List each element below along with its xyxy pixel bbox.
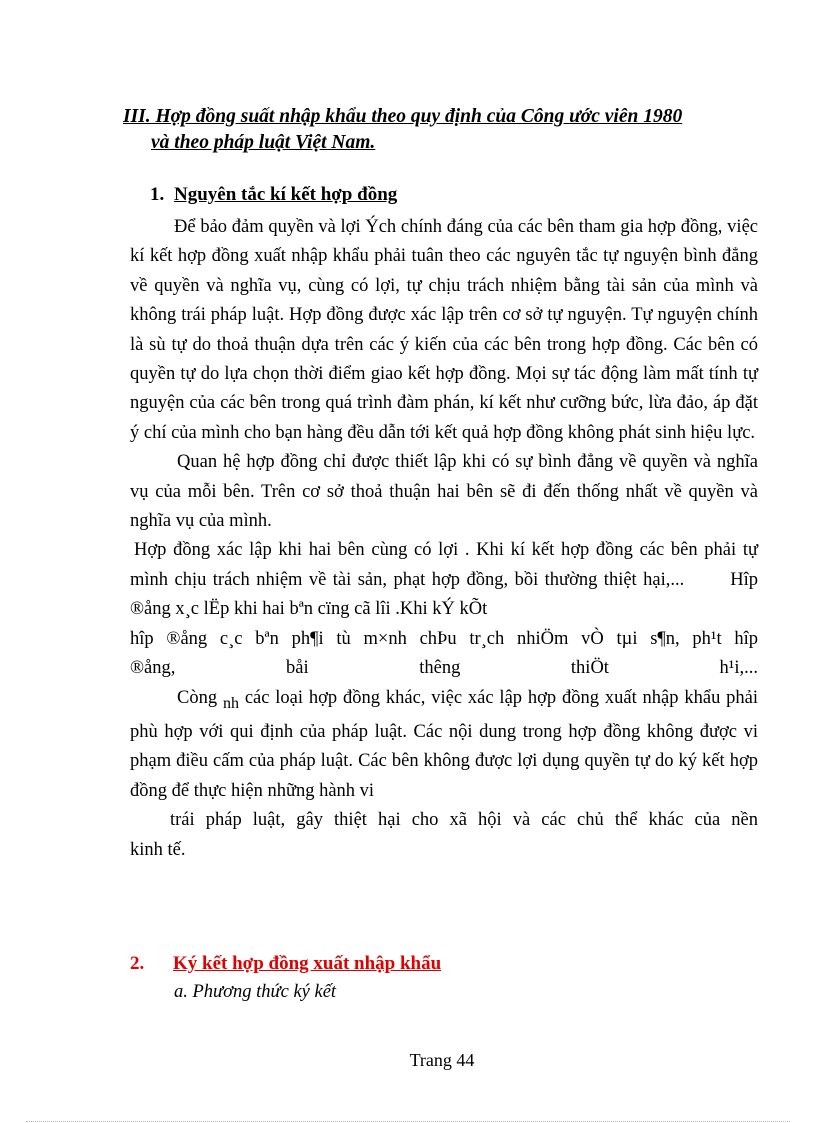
paragraph-2: Quan hệ hợp đồng chỉ được thiết lập khi có sự bình đẳng về quyền và nghĩa vụ của mỗi bên. Trên cơ sở thoả thuận hai bên sẽ đi đến thống nhất về quyền và nghĩa vụ của mình. [130, 452, 758, 532]
paragraph-3 [130, 536, 758, 624]
paragraph-3-garbled-c: ®ång, båi thêng thiÖt h¹i,... [130, 658, 758, 679]
heading-1-text: Nguyên tắc kí kết hợp đồng [174, 184, 398, 205]
paragraph-4-start: Còng [177, 687, 218, 708]
paragraph-4 [130, 684, 758, 807]
heading-1-number: 1. [150, 184, 165, 205]
heading-2-number: 2. [130, 953, 145, 974]
heading-2 [130, 953, 441, 975]
paragraph-3-garbled-b: hîp ®ång c¸c bªn ph¶i tù m×nh chÞu tr¸ch nhiÖm vÒ tµi s¶n, ph¹t hîp [130, 628, 758, 649]
section-title-line1: III. Hợp đồng suất nhập khẩu theo quy định của Công ước viên 1980 [123, 106, 683, 127]
section-title-line2: và theo pháp luật Việt Nam. [151, 132, 376, 153]
body-text [130, 213, 758, 865]
paragraph-3-garbled-a: Hîp ®ång x¸c lËp khi hai bªn cïng cã lîi .Khi kÝ kÕt [130, 569, 758, 620]
paragraph-5-line1: trái pháp luật, gây thiệt hại cho xã hội và các chủ thể khác của nền [170, 810, 758, 831]
page-bottom-divider [26, 1121, 790, 1122]
paragraph-3-text: Hợp đồng xác lập khi hai bên cùng có lợi . Khi kí kết hợp đồng các bên phải tự mình chịu trách nhiệm về tài sản, phạt hợp đồng, bồi thường thiệt hại,... [130, 540, 758, 590]
paragraph-4-sub: nh [222, 694, 239, 712]
heading-1 [150, 184, 397, 206]
paragraph-5-line2: kinh tế. [130, 839, 186, 860]
subheading-method: a. Phương thức ký kết [174, 982, 337, 1002]
paragraph-1: Để bảo đảm quyền và lợi Ých chính đáng của các bên tham gia hợp đồng, việc kí kết hợp đồng xuất nhập khẩu phải tuân theo các nguyên tắc tự nguyện bình đẳng về quyền và nghĩa vụ, cùng có lợi, tự chịu trách nhiệm bằng tài sản của mình và không trái pháp luật. Hợp đồng được xác lập trên cơ sở tự nguyện. Tự nguyện chính là sù tự do thoả thuận dựa trên các ý kiến của các bên trong hợp đồng. Các bên có quyền tự do lựa chọn thời điểm giao kết hợp đồng. Mọi sự tác động làm mất tính tự nguyện của các bên trong quá trình đàm phán, kí kết như cưỡng bức, lừa đảo, áp đặt ý chí của mình cho bạn hàng đều dẫn tới kết quả hợp đồng không phát sinh hiệu lực. [130, 217, 758, 443]
heading-2-text: Ký kết hợp đồng xuất nhập khẩu [173, 953, 442, 974]
section-title [123, 104, 773, 156]
paragraph-4-rest: các loại hợp đồng khác, việc xác lập hợp đồng xuất nhập khẩu phải phù hợp với qui định của pháp luật. Các nội dung trong hợp đồng không được vi phạm điều cấm của pháp luật. Các bên không được lợi dụng quyền tự do ký kết hợp đồng để thực hiện những hành vi [130, 687, 759, 801]
page-number: Trang 44 [409, 1050, 475, 1070]
